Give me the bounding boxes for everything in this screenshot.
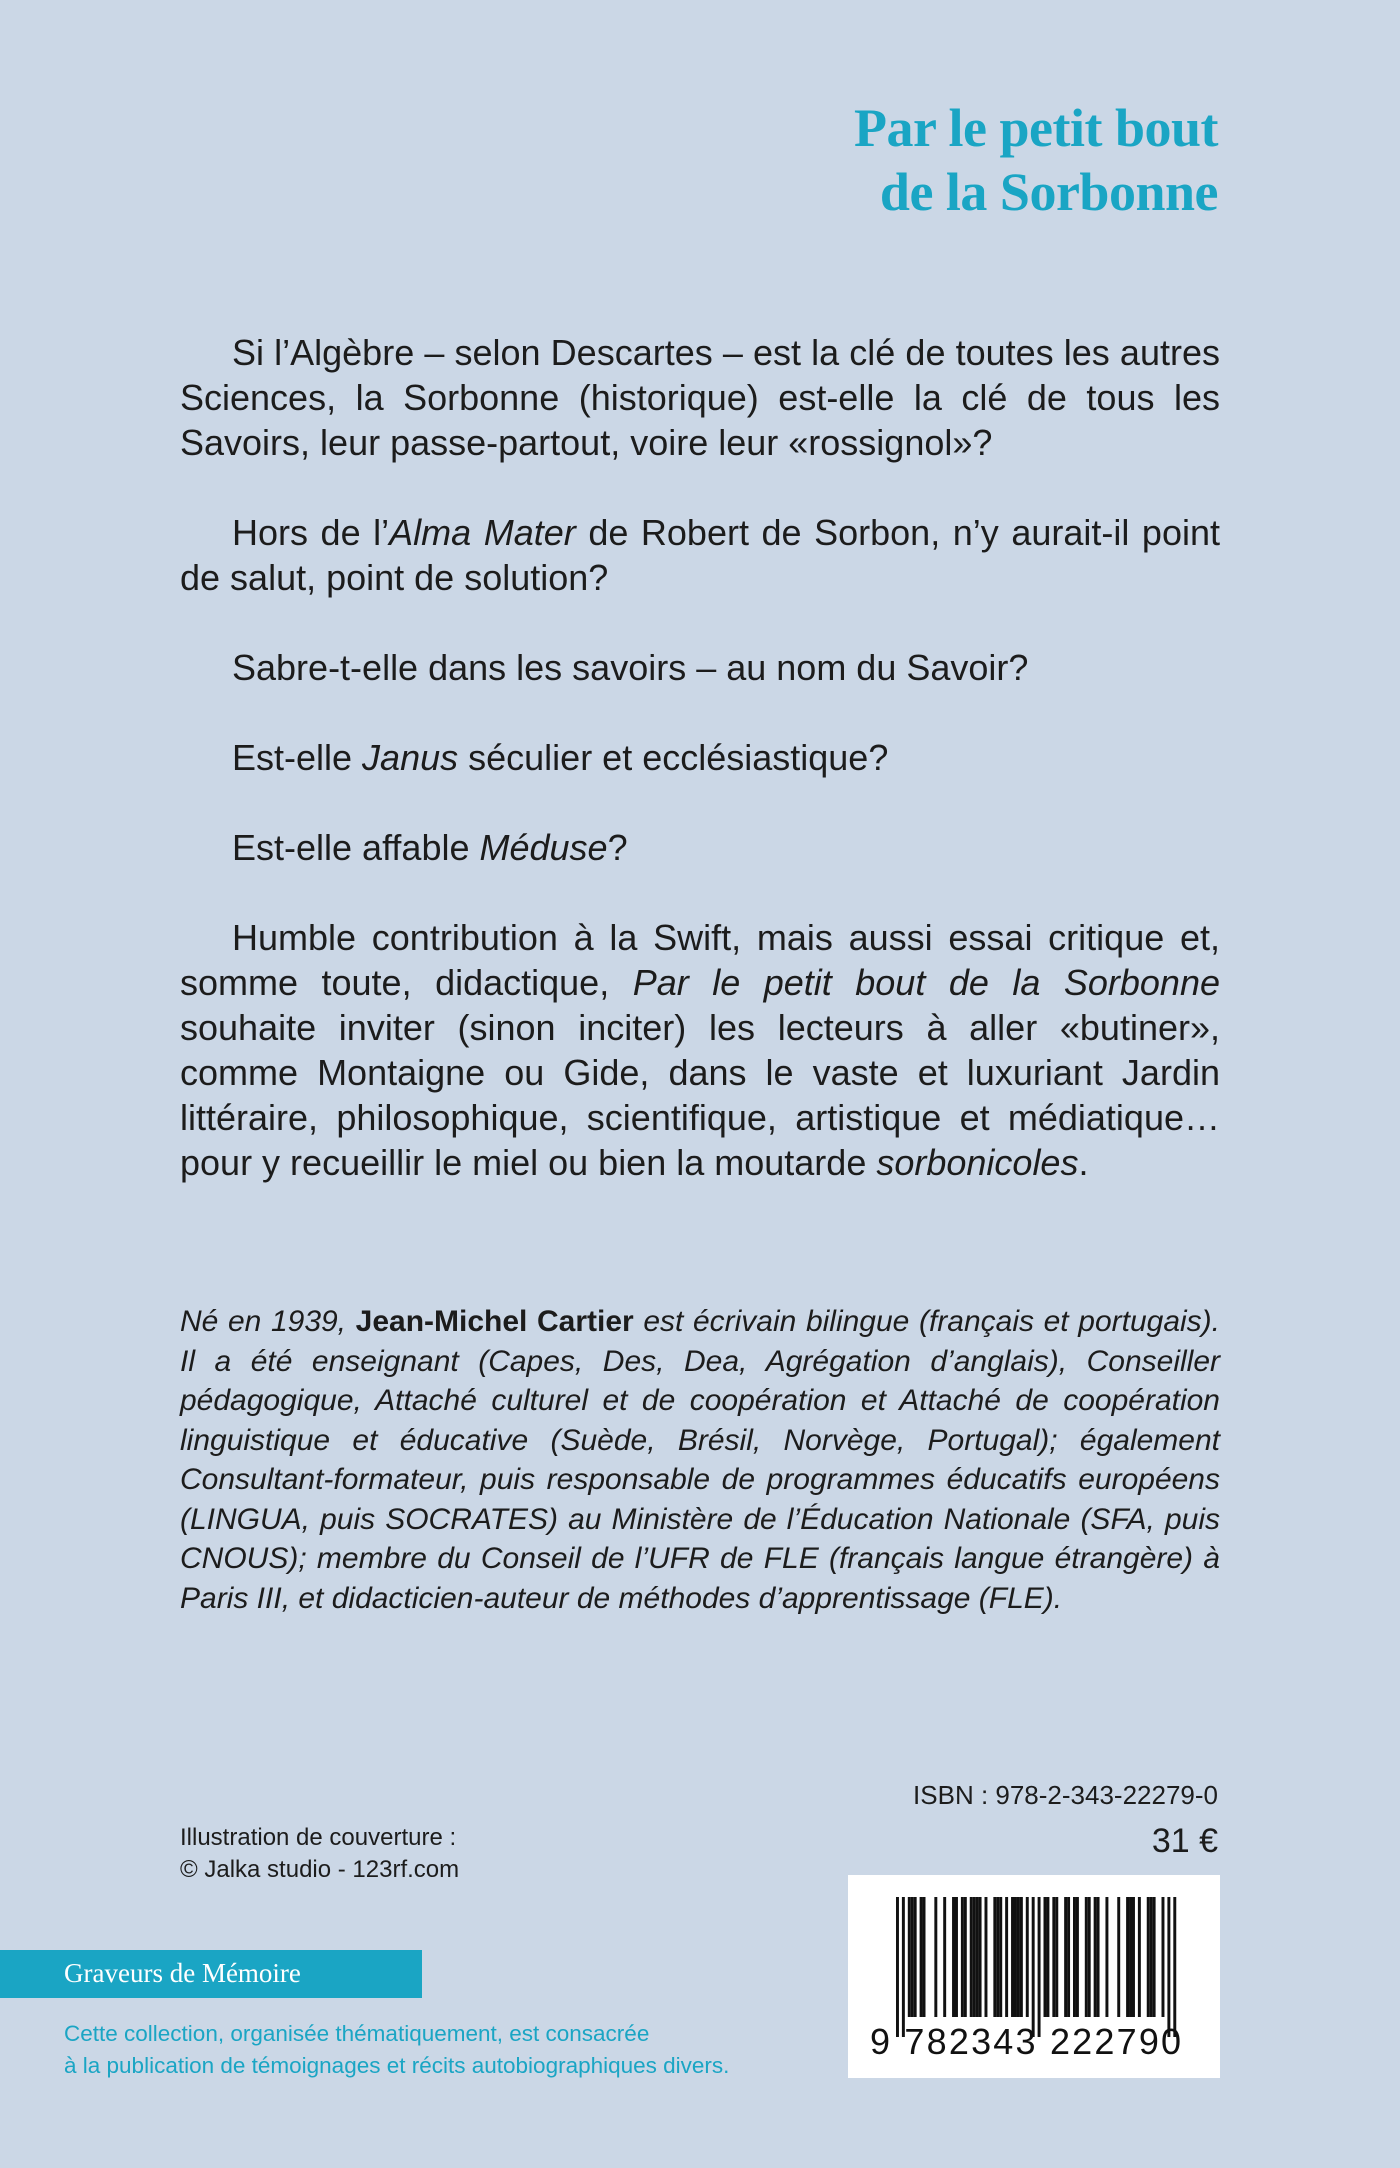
blurb-emphasis: Alma Mater [389,512,576,553]
blurb-text: Humble contribution à la Swift, mais aussi essai critique et, somme toute, didactique, [180,917,1220,1003]
blurb-emphasis: sorbonicoles [876,1142,1079,1183]
barcode-digits: 9 782343 222790 [870,2021,1184,2062]
barcode-bar [1052,1897,1055,2017]
blurb-paragraph-1: Si l’Algèbre – selon Descartes – est la clé de toutes les autres Sciences, la Sorbonne (historique) est-elle la clé de tous les Savoirs, leur passe-partout, voire leur «rossignol»? [180,332,1220,463]
cover-credit-line2: © Jalka studio - 123rf.com [180,1856,460,1883]
barcode-bar [1129,1897,1132,2017]
collection-description-line2: à la publication de témoignages et récits autobiographiques divers. [64,2053,730,2078]
barcode-bar [914,1897,917,2017]
blurb-paragraph-4 [180,735,1220,780]
book-title [854,96,1218,224]
barcode-bar [1011,1897,1014,2017]
barcode-bar [1046,1897,1049,2017]
barcode-bar [908,1897,911,2017]
cover-credit-line1: Illustration de couverture : [180,1824,457,1851]
collection-band [0,1950,422,1998]
barcode [848,1875,1220,2078]
isbn: ISBN : 978-2-343-22279-0 [913,1780,1218,1810]
barcode-bar [1038,1897,1041,2037]
barcode-bar [1085,1897,1088,2017]
cover-credit [180,1822,459,1886]
barcode-bar [896,1897,899,2037]
collection-description [64,2018,729,2082]
barcode-bar [952,1897,955,2017]
barcode-bar [1173,1897,1176,2037]
barcode-bar [1126,1897,1129,2017]
collection-description-line1: Cette collection, organisée thématiquement, est consacrée [64,2021,650,2046]
blurb-text: Hors de l’ [232,512,390,553]
book-title-line2: de la Sorbonne [879,162,1218,222]
author-name: Jean-Michel Cartier [355,1305,634,1338]
barcode-bar [973,1897,976,2017]
barcode-bar [979,1897,982,2017]
barcode-bar [902,1897,905,2037]
blurb-text: séculier et ecclésiastique? [458,737,889,778]
barcode-bar [1162,1897,1165,2017]
blurb-paragraph-5 [180,825,1220,870]
barcode-bar [1055,1897,1058,2017]
barcode-bar [1132,1897,1135,2017]
barcode-bar [970,1897,973,2017]
barcode-bar [1150,1897,1153,2017]
barcode-bar [1094,1897,1097,2017]
blurb-emphasis: Méduse [479,827,608,868]
blurb-emphasis: Par le petit bout de la Sorbonne [632,962,1220,1003]
barcode-bar [923,1897,926,2017]
blurb-emphasis: Janus [362,737,459,778]
blurb-text: souhaite inviter (sinon inciter) les lecteurs à aller «butiner», comme Montaigne ou Gide, dans le vaste et luxuriant Jardin littéraire, philosophique, scientifique, artistique et médiatique… pour y recueillir le miel ou bien la moutarde [180,1007,1220,1183]
barcode-bar [1064,1897,1067,2017]
blurb [180,330,1220,1185]
barcode-bar [1026,1897,1029,2017]
barcode-bar [1088,1897,1091,2017]
barcode-bar [1067,1897,1070,2017]
barcode-bar [1005,1897,1008,2017]
barcode-bar [1147,1897,1150,2017]
blurb-text: Est-elle affable [232,827,480,868]
barcode-bar [1044,1897,1047,2017]
barcode-bar [1076,1897,1079,2017]
barcode-bar [1105,1897,1108,2017]
barcode-bar [1097,1897,1100,2017]
barcode-bar [1117,1897,1120,2017]
blurb-text: de Robert de Sorbon, n’y aurait-il point de salut, point de solution? [180,512,1220,598]
barcode-bar [985,1897,988,2017]
barcode-bar [911,1897,914,2017]
collection-name: Graveurs de Mémoire [64,1958,301,1988]
blurb-paragraph-2 [180,510,1220,600]
barcode-bar [1153,1897,1156,2017]
blurb-paragraph-3: Sabre-t-elle dans les savoirs – au nom du Savoir? [232,647,1029,688]
blurb-text: ? [607,827,628,868]
barcode-bar [1073,1897,1076,2017]
blurb-text: . [1078,1142,1089,1183]
barcode-bar [999,1897,1002,2017]
barcode-bar [1020,1897,1023,2017]
barcode-bar [1167,1897,1170,2037]
bio-intro: Né en 1939, [180,1305,356,1338]
blurb-paragraph-6 [180,915,1220,1185]
barcode-bar [1014,1897,1017,2017]
author-bio [180,1302,1220,1618]
price: 31 € [1151,1822,1218,1860]
barcode-bar [1017,1897,1020,2017]
barcode-bar [996,1897,999,2017]
barcode-bar [1032,1897,1035,2037]
barcode-bar [920,1897,923,2017]
book-title-line1: Par le petit bout [854,98,1218,158]
barcode-bar [955,1897,958,2017]
barcode-bar [943,1897,946,2017]
barcode-bar [934,1897,937,2017]
barcode-bar [961,1897,964,2017]
bio-text: est écrivain bilingue (français et portugais). Il a été enseignant (Capes, Des, Dea, Agrégation d’anglais), Conseiller pédagogique, Attaché culturel et de coopération et Attaché de coopération linguistique et éducative (Suède, Brésil, Norvège, Portugal); également Consultant-formateur, puis responsable de programmes éducatifs européens (LINGUA, puis SOCRATES) au Ministère de l’Éducation Nationale (SFA, puis CNOUS); membre du Conseil de l’UFR de FLE (français langue étrangère) à Paris III, et didacticien-auteur de méthodes d’apprentissage (FLE). [180,1305,1220,1615]
blurb-text: Est-elle [232,737,363,778]
barcode-bar [993,1897,996,2017]
barcode-bar [964,1897,967,2017]
barcode-bar [976,1897,979,2017]
barcode-bar [1138,1897,1141,2017]
